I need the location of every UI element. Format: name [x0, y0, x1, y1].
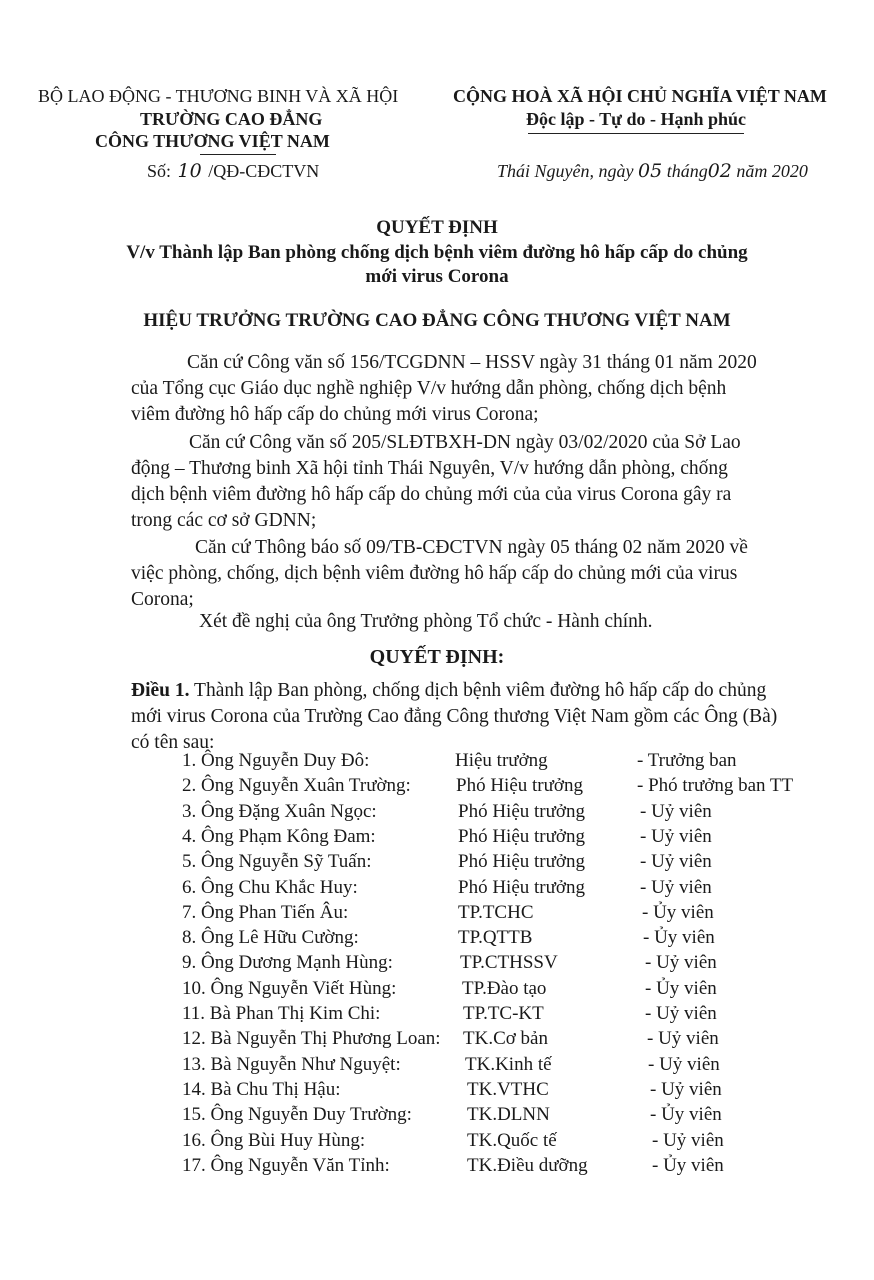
- motto-underline: [528, 133, 744, 134]
- member-role: - Uỷ viên: [647, 1028, 719, 1050]
- proposal: Xét đề nghị của ông Trưởng phòng Tổ chức - Hành chính.: [199, 611, 653, 632]
- republic-name: CỘNG HOÀ XÃ HỘI CHỦ NGHĨA VIỆT NAM: [453, 86, 827, 106]
- member-role: - Uỷ viên: [640, 876, 712, 898]
- member-name: 2. Ông Nguyễn Xuân Trường:: [182, 775, 411, 797]
- basis-1-line: Căn cứ Công văn số 156/TCGDNN – HSSV ngày 31 tháng 01 năm 2020: [187, 352, 757, 373]
- basis-1: [131, 350, 757, 428]
- basis-2-line: trong các cơ sở GDNN;: [131, 510, 317, 531]
- basis-3: [131, 535, 748, 613]
- member-position: TP.CTHSSV: [460, 952, 558, 974]
- day-label: ngày: [598, 161, 634, 181]
- member-position: Phó Hiệu trưởng: [456, 775, 583, 797]
- basis-2: [131, 430, 741, 534]
- member-position: TP.QTTB: [458, 927, 533, 949]
- national-motto: Độc lập - Tự do - Hạnh phúc: [526, 109, 747, 129]
- place: Thái Nguyên,: [497, 161, 594, 181]
- member-role: - Ủy viên: [642, 901, 714, 923]
- member-name: 5. Ông Nguyễn Sỹ Tuấn:: [182, 851, 372, 873]
- basis-2-line: Căn cứ Công văn số 205/SLĐTBXH-DN ngày 03/02/2020 của Sở Lao: [189, 432, 741, 453]
- member-position: TK.Cơ bản: [463, 1028, 548, 1050]
- member-role: - Trưởng ban: [637, 750, 737, 771]
- member-position: TP.TC-KT: [463, 1003, 544, 1024]
- member-name: 3. Ông Đặng Xuân Ngọc:: [182, 800, 377, 822]
- member-role: - Ủy viên: [645, 977, 717, 999]
- subject-line2: mới virus Corona: [365, 266, 509, 287]
- article-1: [131, 678, 777, 756]
- member-name: 6. Ông Chu Khắc Huy:: [182, 876, 358, 898]
- month-label: tháng: [666, 161, 708, 181]
- member-name: 12. Bà Nguyễn Thị Phương Loan:: [182, 1028, 441, 1050]
- member-role: - Uỷ viên: [652, 1129, 724, 1151]
- member-role: - Ủy viên: [650, 1104, 722, 1126]
- number-prefix: Số:: [147, 161, 172, 181]
- member-position: TP.Đào tạo: [462, 977, 547, 999]
- member-name: 7. Ông Phan Tiến Âu:: [182, 901, 349, 923]
- member-role: - Uỷ viên: [640, 800, 712, 822]
- member-position: TK.Quốc tế: [467, 1129, 557, 1151]
- member-role: - Uỷ viên: [650, 1078, 722, 1100]
- place-date: [497, 160, 808, 182]
- member-position: Phó Hiệu trưởng: [458, 851, 585, 873]
- member-name: 8. Ông Lê Hữu Cường:: [182, 927, 359, 949]
- member-name: 9. Ông Dương Mạnh Hùng:: [182, 952, 393, 974]
- member-role: - Ủy viên: [643, 927, 715, 949]
- member-name: 10. Ông Nguyễn Viết Hùng:: [182, 977, 397, 999]
- issuing-authority: HIỆU TRƯỞNG TRƯỜNG CAO ĐẲNG CÔNG THƯƠNG VIỆT NAM: [143, 310, 731, 331]
- member-name: 4. Ông Phạm Kông Đam:: [182, 825, 376, 847]
- member-name: 11. Bà Phan Thị Kim Chi:: [182, 1003, 381, 1024]
- member-position: TK.DLNN: [467, 1104, 550, 1126]
- member-role: - Uỷ viên: [645, 952, 717, 974]
- member-position: Phó Hiệu trưởng: [458, 825, 585, 847]
- member-role: - Uỷ viên: [640, 825, 712, 847]
- subject-line1: V/v Thành lập Ban phòng chống dịch bệnh viêm đường hô hấp cấp do chủng: [126, 242, 748, 263]
- member-role: - Ủy viên: [652, 1154, 724, 1176]
- member-role: - Uỷ viên: [645, 1003, 717, 1024]
- article-1-line1: Thành lập Ban phòng, chống dịch bệnh viêm đường hô hấp cấp do chủng: [194, 680, 767, 701]
- member-name: 15. Ông Nguyễn Duy Trường:: [182, 1104, 412, 1126]
- year-label: năm 2020: [736, 161, 808, 181]
- document-title: QUYẾT ĐỊNH: [376, 217, 498, 238]
- member-position: TK.Kinh tế: [465, 1053, 552, 1075]
- header-left-underline: [200, 154, 276, 155]
- member-name: 17. Ông Nguyễn Văn Tỉnh:: [182, 1154, 390, 1176]
- member-role: - Uỷ viên: [640, 851, 712, 873]
- member-name: 1. Ông Nguyễn Duy Đô:: [182, 750, 370, 771]
- basis-3-line: việc phòng, chống, dịch bệnh viêm đường hô hấp cấp do chủng mới của virus: [131, 563, 738, 584]
- member-name: 13. Bà Nguyễn Như Nguyệt:: [182, 1053, 401, 1075]
- member-position: TP.TCHC: [458, 901, 534, 923]
- article-1-line3: có tên sau:: [131, 732, 215, 753]
- member-role: - Uỷ viên: [648, 1053, 720, 1075]
- member-position: Phó Hiệu trưởng: [458, 800, 585, 822]
- basis-1-line: viêm đường hô hấp cấp do chủng mới virus Corona;: [131, 404, 539, 425]
- basis-3-line: Corona;: [131, 589, 194, 610]
- month-handwritten: 02: [707, 160, 732, 182]
- member-name: 14. Bà Chu Thị Hậu:: [182, 1078, 341, 1100]
- member-position: Phó Hiệu trưởng: [458, 876, 585, 898]
- decision-number: [147, 160, 319, 182]
- number-suffix: /QĐ-CĐCTVN: [208, 161, 320, 181]
- article-1-line2: mới virus Corona của Trường Cao đẳng Công thương Việt Nam gồm các Ông (Bà): [131, 706, 778, 727]
- member-role: - Phó trưởng ban TT: [637, 775, 794, 797]
- member-position: Hiệu trưởng: [455, 750, 548, 771]
- basis-2-line: động – Thương binh Xã hội tỉnh Thái Nguyên, V/v hướng dẫn phòng, chống: [131, 458, 728, 479]
- basis-1-line: của Tổng cục Giáo dục nghề nghiệp V/v hướng dẫn phòng, chống dịch bệnh: [131, 378, 727, 399]
- basis-2-line: dịch bệnh viêm đường hô hấp cấp do chủng mới của của virus Corona gây ra: [131, 484, 732, 505]
- number-handwritten: 10: [177, 160, 202, 182]
- article-1-label: Điều 1.: [131, 680, 190, 701]
- day-handwritten: 05: [638, 160, 663, 182]
- decision-heading: QUYẾT ĐỊNH:: [369, 646, 505, 668]
- member-position: TK.VTHC: [467, 1078, 549, 1100]
- member-position: TK.Điều dưỡng: [467, 1154, 588, 1176]
- school-name-line1: TRƯỜNG CAO ĐẲNG: [140, 109, 323, 129]
- basis-3-line: Căn cứ Thông báo số 09/TB-CĐCTVN ngày 05 tháng 02 năm 2020 về: [195, 537, 748, 558]
- school-name-line2: CÔNG THƯƠNG VIỆT NAM: [95, 131, 330, 151]
- ministry-name: BỘ LAO ĐỘNG - THƯƠNG BINH VÀ XÃ HỘI: [38, 86, 399, 106]
- member-name: 16. Ông Bùi Huy Hùng:: [182, 1129, 366, 1151]
